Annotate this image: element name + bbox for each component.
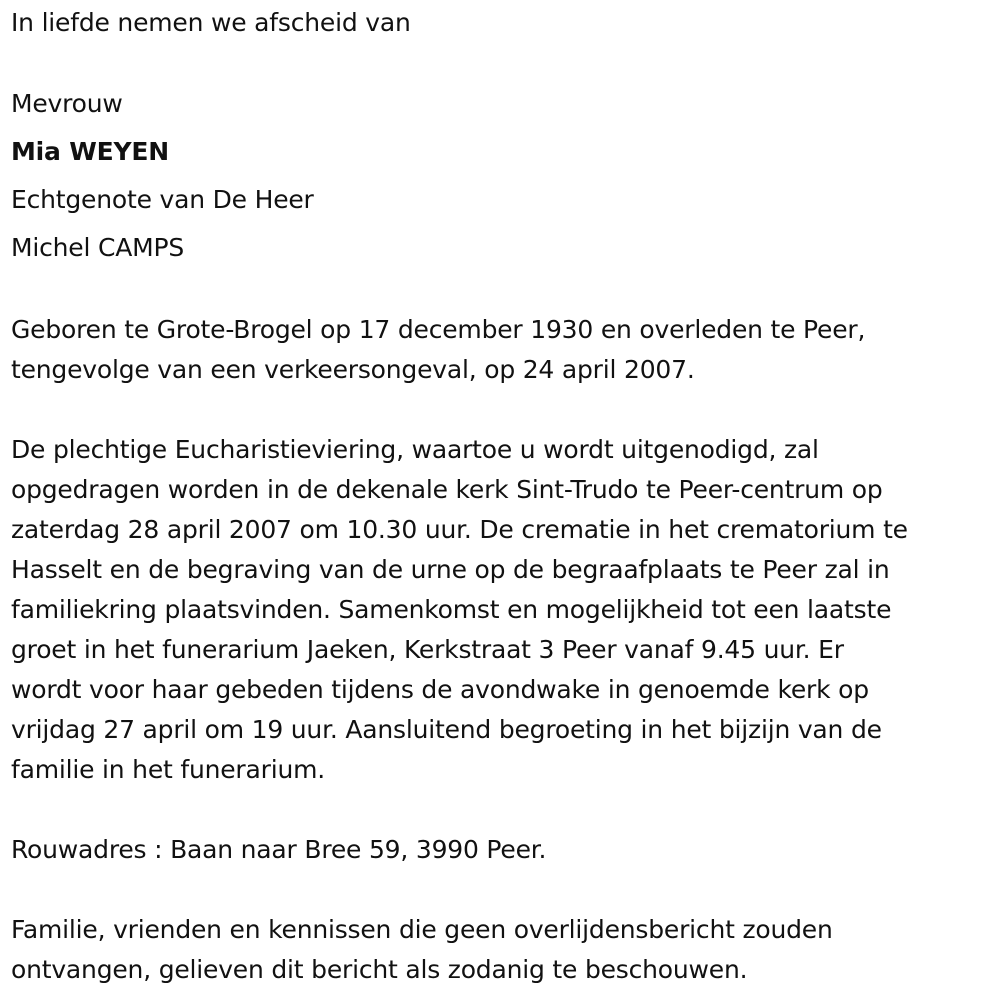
birth-death-paragraph <box>11 310 865 390</box>
paragraph-line: opgedragen worden in de dekenale kerk Sint-Trudo te Peer-centrum op <box>11 475 883 504</box>
paragraph-line: wordt voor haar gebeden tijdens de avondwake in genoemde kerk op <box>11 675 869 704</box>
paragraph-line: Familie, vrienden en kennissen die geen overlijdensbericht zouden <box>11 915 833 944</box>
paragraph-line: familiekring plaatsvinden. Samenkomst en mogelijkheid tot een laatste <box>11 595 892 624</box>
address-paragraph <box>11 830 546 870</box>
spouse-line-2: Michel CAMPS <box>11 233 185 262</box>
family-note-paragraph <box>11 910 833 990</box>
paragraph-line: De plechtige Eucharistieviering, waartoe u wordt uitgenodigd, zal <box>11 435 819 464</box>
paragraph-line: ontvangen, gelieven dit bericht als zodanig te beschouwen. <box>11 955 748 984</box>
paragraph-line: Geboren te Grote-Brogel op 17 december 1930 en overleden te Peer, <box>11 315 866 344</box>
paragraph-line: zaterdag 28 april 2007 om 10.30 uur. De crematie in het crematorium te <box>11 515 908 544</box>
paragraph-line: vrijdag 27 april om 19 uur. Aansluitend begroeting in het bijzijn van de <box>11 715 882 744</box>
intro-text: In liefde nemen we afscheid van <box>11 8 411 37</box>
salutation: Mevrouw <box>11 89 123 118</box>
paragraph-line: tengevolge van een verkeersongeval, op 24 april 2007. <box>11 355 695 384</box>
service-paragraph <box>11 430 908 790</box>
address-line: Rouwadres : Baan naar Bree 59, 3990 Peer. <box>11 835 547 864</box>
paragraph-line: familie in het funerarium. <box>11 755 325 784</box>
paragraph-line: Hasselt en de begraving van de urne op de begraafplaats te Peer zal in <box>11 555 890 584</box>
deceased-name: Mia WEYEN <box>11 137 169 166</box>
spouse-line-1: Echtgenote van De Heer <box>11 185 314 214</box>
paragraph-line: groet in het funerarium Jaeken, Kerkstraat 3 Peer vanaf 9.45 uur. Er <box>11 635 844 664</box>
